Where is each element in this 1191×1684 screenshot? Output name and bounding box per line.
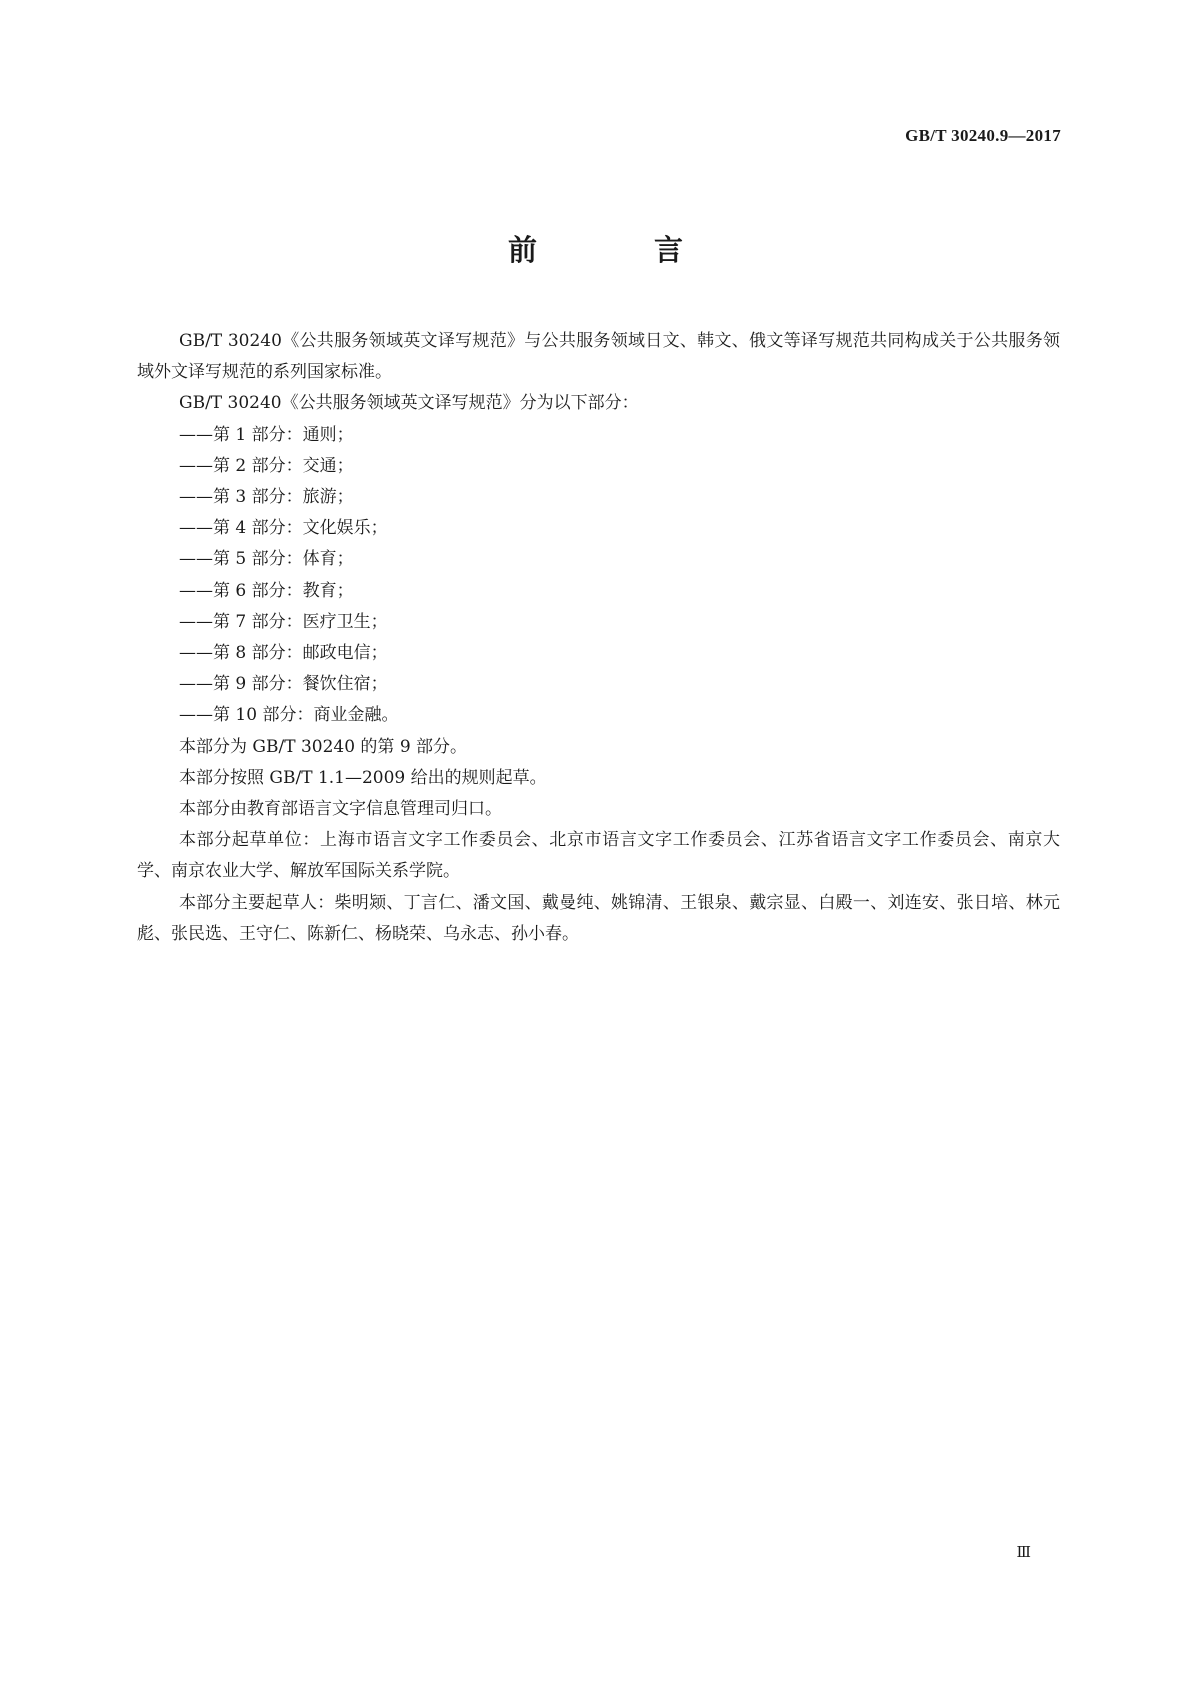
list-item: ——第 4 部分：文化娱乐； [179,518,388,539]
list-item: ——第 3 部分：旅游； [179,487,354,508]
document-body [137,326,1060,950]
administered-by-statement: 本部分由教育部语言文字信息管理司归口。 [179,799,502,820]
page-number: Ⅲ [1016,1545,1031,1561]
list-item: ——第 10 部分：商业金融。 [179,705,399,726]
list-item: ——第 6 部分：教育； [179,580,354,601]
list-item: ——第 9 部分：餐饮住宿； [179,674,388,695]
this-part-statement: 本部分为 GB/T 30240 的第 9 部分。 [179,736,468,757]
list-item: ——第 7 部分：医疗卫生； [179,611,388,632]
drafting-rules-statement: 本部分按照 GB/T 1.1—2009 给出的规则起草。 [179,767,547,788]
list-item: ——第 2 部分：交通； [179,455,354,476]
drafting-units-statement: 本部分起草单位：上海市语言文字工作委员会、北京市语言文字工作委员会、江苏省语言文字工作委员会、南京大学、南京农业大学、解放军国际关系学院。 [137,830,1060,882]
list-item: ——第 8 部分：邮政电信； [179,643,388,664]
list-item: ——第 5 部分：体育； [179,549,354,570]
intro-paragraph: GB/T 30240《公共服务领域英文译写规范》与公共服务领域日文、韩文、俄文等译写规范共同构成关于公共服务领域外文译写规范的系列国家标准。 [137,331,1060,383]
parts-list [137,420,1060,732]
page-title: 前 言 [507,233,727,267]
drafters-statement: 本部分主要起草人：柴明颎、丁言仁、潘文国、戴曼纯、姚锦清、王银泉、戴宗显、白殿一、刘连安、张日培、林元彪、张民选、王守仁、陈新仁、杨晓荣、乌永志、孙小春。 [137,892,1060,944]
list-item: ——第 1 部分：通则； [179,424,354,445]
standard-code: GB/T 30240.9—2017 [905,126,1061,145]
division-paragraph: GB/T 30240《公共服务领域英文译写规范》分为以下部分： [179,393,639,414]
